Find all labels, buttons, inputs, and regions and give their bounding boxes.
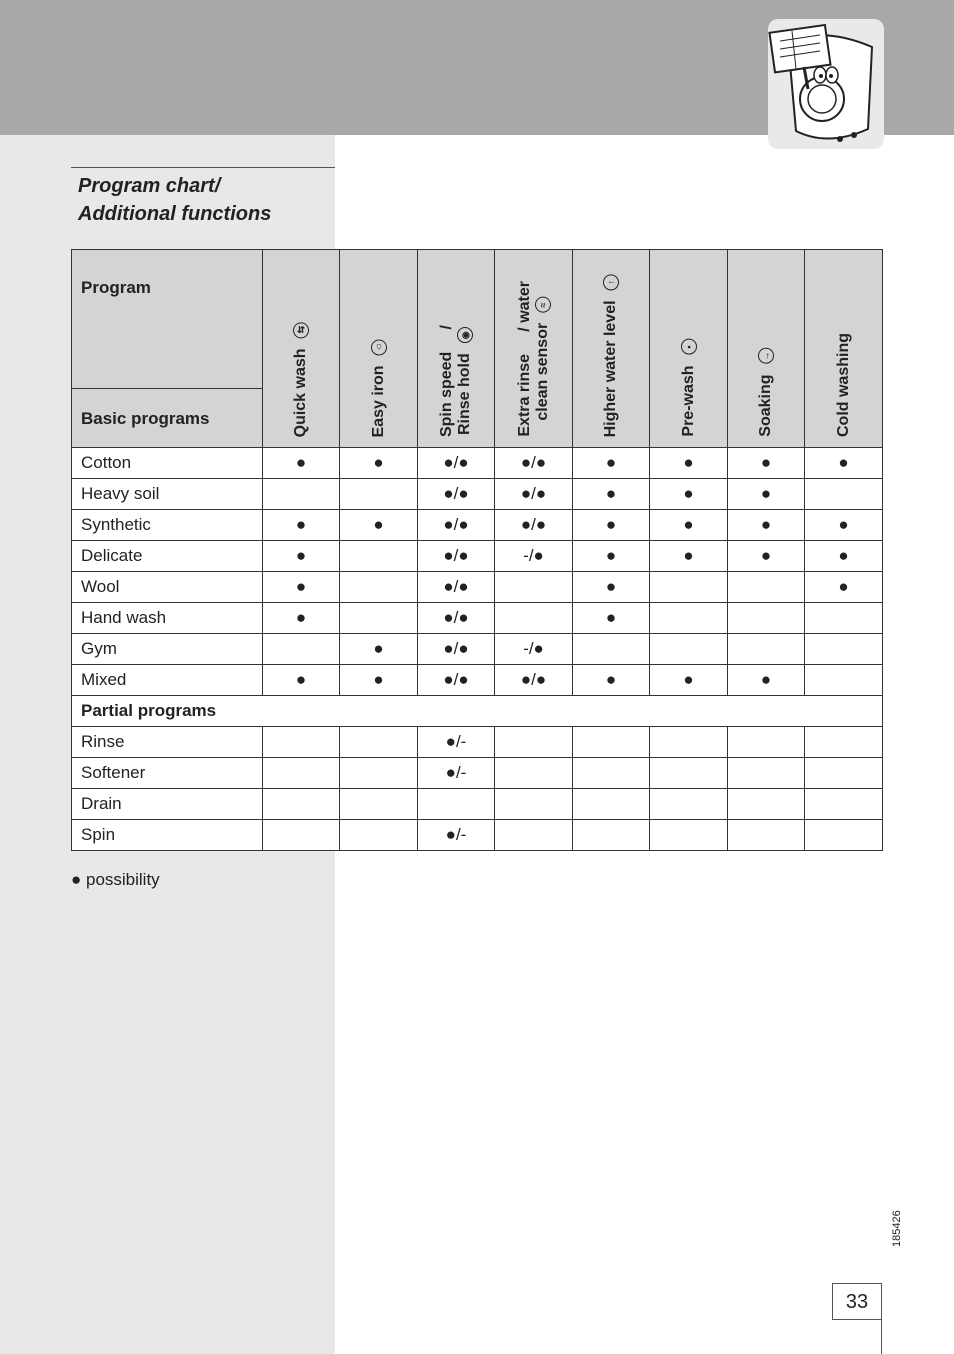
- program-name-synthetic: Synthetic: [72, 510, 263, 541]
- table-cell: ●: [573, 479, 650, 510]
- table-cell: ●/●: [418, 541, 495, 572]
- table-cell: ●: [650, 541, 728, 572]
- table-cell: [340, 572, 418, 603]
- table-cell: -/●: [495, 634, 573, 665]
- table-cell: [340, 603, 418, 634]
- table-cell: ●: [728, 479, 805, 510]
- table-cell: ●: [573, 541, 650, 572]
- header-corner: [72, 250, 263, 448]
- col-label: Quick wash: [292, 348, 309, 437]
- table-cell: [573, 789, 650, 820]
- table-cell: ●: [728, 541, 805, 572]
- program-name-delicate: Delicate: [72, 541, 263, 572]
- table-cell: [728, 820, 805, 851]
- table-cell: ●/●: [418, 572, 495, 603]
- table-cell: [728, 758, 805, 789]
- table-cell: [728, 634, 805, 665]
- table-row: [72, 541, 883, 572]
- table-cell: ●: [650, 510, 728, 541]
- col-header-extra-rinse: [495, 250, 573, 448]
- table-cell: ●: [650, 665, 728, 696]
- table-cell: ●/●: [495, 510, 573, 541]
- document-number: 185426: [891, 1210, 903, 1247]
- table-cell: ●/●: [418, 448, 495, 479]
- table-row: [72, 510, 883, 541]
- page-title: [78, 172, 271, 228]
- table-cell: [263, 789, 340, 820]
- table-cell: [340, 479, 418, 510]
- table-row: [72, 603, 883, 634]
- table-cell: [263, 820, 340, 851]
- table-cell: ●/●: [418, 479, 495, 510]
- table-cell: [263, 727, 340, 758]
- table-cell: ●/●: [418, 634, 495, 665]
- table-cell: [495, 820, 573, 851]
- table-row: [72, 758, 883, 789]
- table-cell: ●/●: [495, 479, 573, 510]
- table-cell: ●: [728, 448, 805, 479]
- table-cell: ●: [263, 448, 340, 479]
- table-row: [72, 634, 883, 665]
- table-cell: [728, 603, 805, 634]
- program-name-gym: Gym: [72, 634, 263, 665]
- table-cell: [573, 758, 650, 789]
- col-header-soaking: [728, 250, 805, 448]
- col-label: Pre-wash: [679, 365, 697, 437]
- col-label: Extra rinse / water clean sensor: [515, 281, 551, 437]
- table-cell: [650, 727, 728, 758]
- table-cell: ●: [728, 665, 805, 696]
- table-cell: ●/●: [495, 448, 573, 479]
- col-label: Easy iron: [369, 364, 387, 437]
- table-cell: [728, 572, 805, 603]
- table-cell: [650, 572, 728, 603]
- table-cell: [728, 727, 805, 758]
- col-label: Soaking: [757, 374, 774, 437]
- table-cell: [573, 634, 650, 665]
- table-cell: ●: [340, 510, 418, 541]
- table-cell: ●/-: [418, 727, 495, 758]
- col-header-quick-wash: [263, 250, 340, 448]
- table-row: [72, 665, 883, 696]
- table-cell: [805, 479, 883, 510]
- table-row: [72, 572, 883, 603]
- table-cell: [650, 634, 728, 665]
- table-cell: [805, 789, 883, 820]
- table-row: [72, 789, 883, 820]
- program-chart-table: [71, 249, 883, 851]
- washing-machine-mascot-icon: [768, 19, 884, 149]
- table-cell: [573, 820, 650, 851]
- table-cell: [340, 758, 418, 789]
- table-cell: ●/●: [418, 603, 495, 634]
- title-line-2: Additional functions: [78, 203, 272, 225]
- pre-wash-icon: •: [681, 339, 697, 355]
- table-cell: ●/●: [495, 665, 573, 696]
- table-cell: ●: [805, 510, 883, 541]
- table-cell: ●: [263, 572, 340, 603]
- table-cell: ●/●: [418, 665, 495, 696]
- table-cell: ●: [573, 510, 650, 541]
- table-cell: ●: [805, 541, 883, 572]
- quick-wash-icon: ⇆: [293, 322, 309, 338]
- table-cell: [650, 789, 728, 820]
- table-cell: ●: [263, 665, 340, 696]
- col-label: Higher water level: [602, 300, 619, 437]
- table-cell: [263, 758, 340, 789]
- extra-rinse-icon: ≈: [535, 297, 551, 313]
- easy-iron-icon: ⌂: [371, 339, 387, 355]
- title-rule: [71, 167, 335, 168]
- table-cell: [573, 727, 650, 758]
- table-cell: [805, 820, 883, 851]
- col-header-cold-washing: [805, 250, 883, 448]
- table-cell: [805, 665, 883, 696]
- table-cell: ●: [263, 541, 340, 572]
- col-header-easy-iron: [340, 250, 418, 448]
- page-number: 33: [832, 1283, 882, 1320]
- table-cell: ●: [650, 479, 728, 510]
- legend: ● possibility: [71, 870, 160, 889]
- table-cell: [263, 634, 340, 665]
- program-name-hand-wash: Hand wash: [72, 603, 263, 634]
- table-cell: ●/-: [418, 820, 495, 851]
- table-cell: ●: [805, 572, 883, 603]
- program-header: Program: [72, 250, 262, 389]
- table-cell: [340, 789, 418, 820]
- table-cell: [340, 727, 418, 758]
- table-cell: [340, 541, 418, 572]
- table-cell: ●/-: [418, 758, 495, 789]
- chart-body: [72, 448, 883, 851]
- section-row: [72, 696, 883, 727]
- table-row: [72, 448, 883, 479]
- table-cell: [418, 789, 495, 820]
- table-cell: [495, 727, 573, 758]
- col-header-spin-speed-rinse-hold: [418, 250, 495, 448]
- table-cell: [340, 820, 418, 851]
- table-row: [72, 727, 883, 758]
- table-cell: [650, 603, 728, 634]
- table-cell: [728, 789, 805, 820]
- table-cell: [495, 572, 573, 603]
- higher-water-level-icon: ↑: [603, 274, 619, 290]
- table-row: [72, 479, 883, 510]
- table-cell: [495, 758, 573, 789]
- table-cell: ●: [573, 665, 650, 696]
- table-cell: [650, 758, 728, 789]
- col-label: Spin speed / Rinse hold: [438, 324, 473, 437]
- table-cell: [805, 634, 883, 665]
- table-cell: -/●: [495, 541, 573, 572]
- table-cell: ●: [805, 448, 883, 479]
- table-cell: ●: [650, 448, 728, 479]
- program-name-rinse: Rinse: [72, 727, 263, 758]
- col-header-pre-wash: [650, 250, 728, 448]
- table-cell: ●: [728, 510, 805, 541]
- table-cell: ●: [573, 448, 650, 479]
- col-header-higher-water-level: [573, 250, 650, 448]
- table-cell: ●: [263, 510, 340, 541]
- table-cell: [805, 758, 883, 789]
- table-cell: [650, 820, 728, 851]
- table-cell: ●: [263, 603, 340, 634]
- basic-programs-header: Basic programs: [81, 409, 210, 428]
- program-name-drain: Drain: [72, 789, 263, 820]
- soaking-icon: →: [758, 348, 774, 364]
- table-cell: ●/●: [418, 510, 495, 541]
- program-name-softener: Softener: [72, 758, 263, 789]
- table-cell: ●: [340, 448, 418, 479]
- col-label: Cold washing: [834, 333, 852, 437]
- partial-programs-header: Partial programs: [72, 696, 883, 727]
- program-name-spin: Spin: [72, 820, 263, 851]
- table-cell: [263, 479, 340, 510]
- table-cell: ●: [573, 572, 650, 603]
- program-name-cotton: Cotton: [72, 448, 263, 479]
- program-name-mixed: Mixed: [72, 665, 263, 696]
- table-cell: ●: [340, 665, 418, 696]
- program-name-heavy-soil: Heavy soil: [72, 479, 263, 510]
- spin-speed-rinse-hold-icon: ◉: [457, 327, 473, 343]
- table-cell: [805, 727, 883, 758]
- table-cell: ●: [340, 634, 418, 665]
- table-cell: [495, 789, 573, 820]
- washing-machine-mascot-logo: [768, 19, 884, 149]
- title-line-1: Program chart/: [78, 175, 221, 197]
- table-cell: [495, 603, 573, 634]
- table-cell: [805, 603, 883, 634]
- page-number-rule: [881, 1320, 882, 1354]
- header-row: [72, 250, 883, 448]
- table-row: [72, 820, 883, 851]
- program-name-wool: Wool: [72, 572, 263, 603]
- table-cell: ●: [573, 603, 650, 634]
